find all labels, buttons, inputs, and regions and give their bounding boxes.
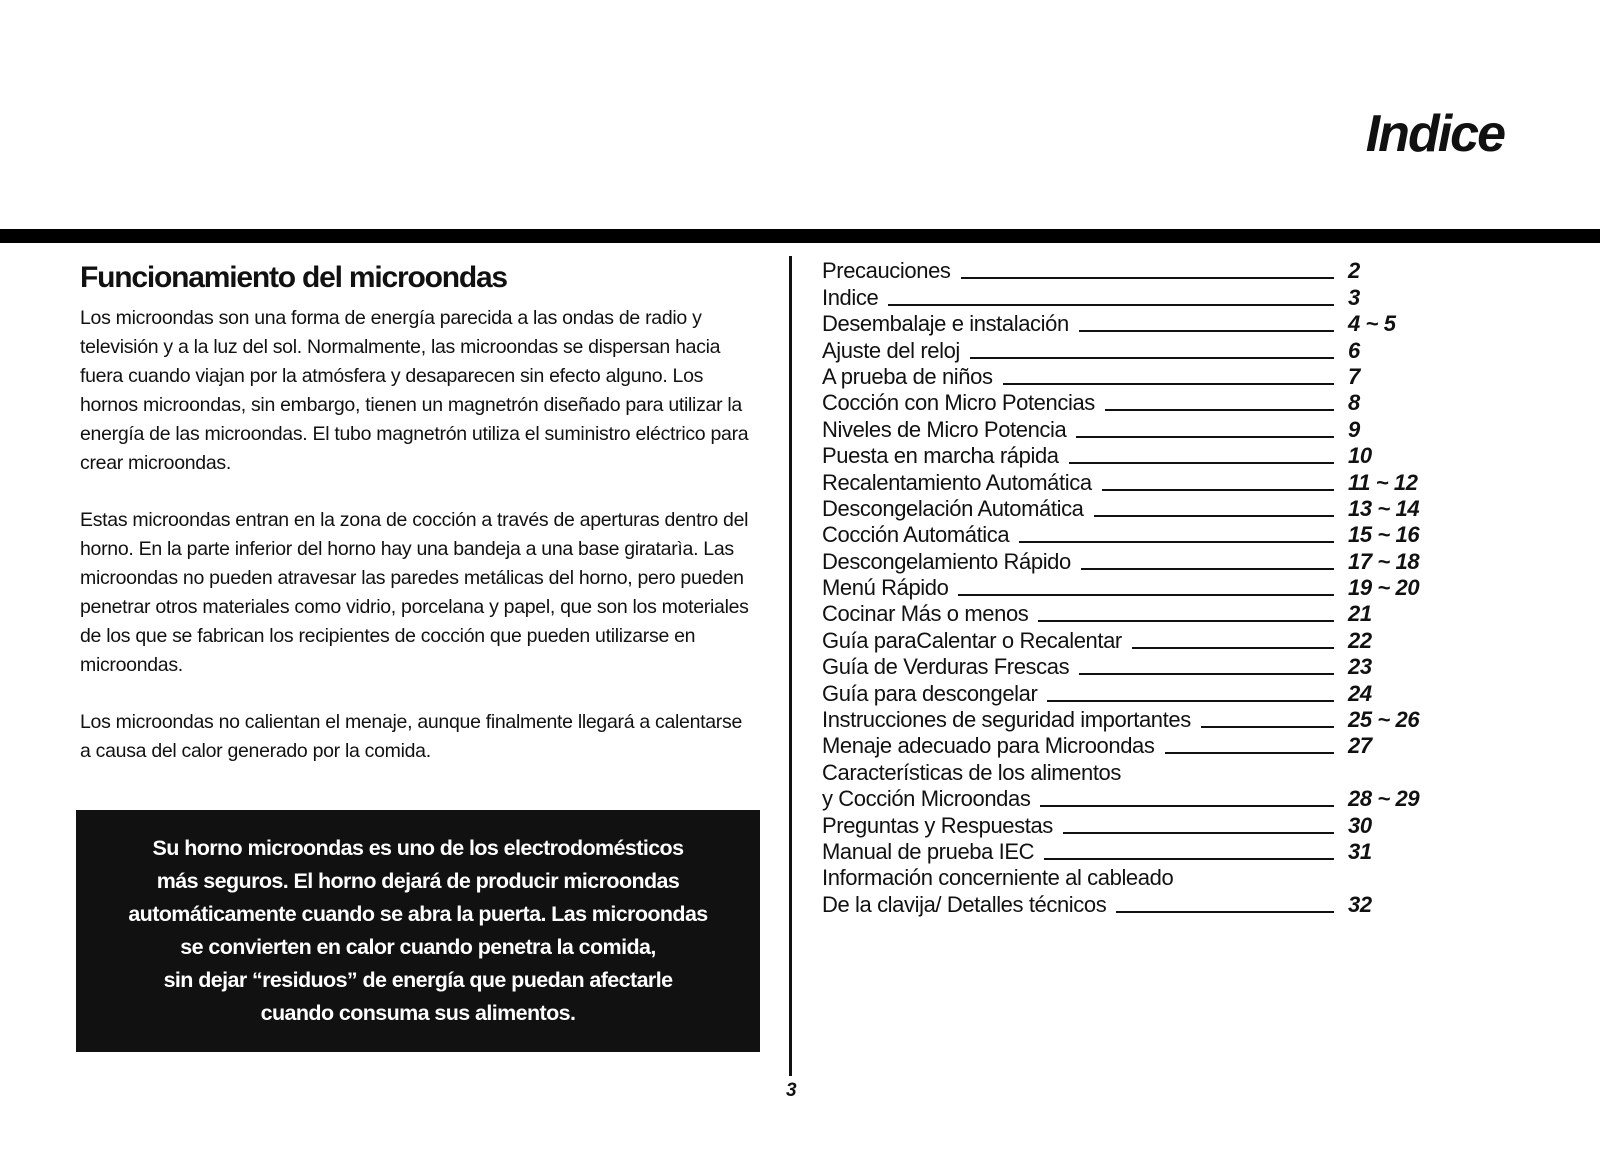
toc-entry-label: Descongelamiento Rápido <box>822 548 1071 574</box>
toc-entry-label: Precauciones <box>822 258 951 284</box>
toc-entry-label: Menaje adecuado para Microondas <box>822 733 1155 759</box>
toc-entry <box>822 654 1452 680</box>
toc-leader-line <box>1040 805 1334 807</box>
toc-entry-label: Ajuste del reloj <box>822 337 960 363</box>
toc-entry-label: Preguntas y Respuestas <box>822 812 1053 838</box>
toc-entry <box>822 364 1452 390</box>
toc-entry-label: Características de los alimentos <box>822 759 1121 785</box>
toc-entry-label: Instrucciones de seguridad importantes <box>822 707 1191 733</box>
toc-leader-line <box>1102 489 1334 491</box>
toc-entry-page: 3 <box>1348 284 1360 310</box>
safety-notice-box <box>76 810 760 1052</box>
toc-entry-page: 9 <box>1348 416 1360 442</box>
toc-leader-line <box>1044 858 1334 860</box>
page-number: 3 <box>786 1080 797 1101</box>
toc-entry-label: Puesta en marcha rápida <box>822 443 1059 469</box>
toc-entry-label: Menú Rápido <box>822 575 949 601</box>
column-divider <box>789 256 792 1076</box>
toc-leader-line <box>1019 541 1334 543</box>
toc-entry <box>822 522 1452 548</box>
toc-entry <box>822 390 1452 416</box>
toc-entry-page: 4 ~ 5 <box>1348 311 1396 337</box>
toc-entry <box>822 839 1452 865</box>
toc-entry-page: 6 <box>1348 337 1360 363</box>
toc-leader-line <box>970 357 1334 359</box>
toc-leader-line <box>1003 383 1334 385</box>
toc-entry-page: 8 <box>1348 390 1360 416</box>
toc-entry <box>822 812 1452 838</box>
toc-entry-page: 15 ~ 16 <box>1348 522 1420 548</box>
toc-entry-page: 32 <box>1348 891 1372 917</box>
notice-line: automáticamente cuando se abra la puerta. Las microondas <box>128 902 708 926</box>
toc-leader-line <box>1038 620 1334 622</box>
intro-section <box>80 258 756 794</box>
notice-line: Su horno microondas es uno de los electrodomésticos <box>152 836 684 860</box>
toc-entry-page: 17 ~ 18 <box>1348 548 1420 574</box>
toc-leader-line <box>961 277 1335 279</box>
toc-entry-page: 25 ~ 26 <box>1348 707 1420 733</box>
toc-leader-line <box>1079 673 1334 675</box>
toc-entry <box>822 627 1452 653</box>
toc-entry-label: Guía de Verduras Frescas <box>822 654 1070 680</box>
toc-entry-page: 28 ~ 29 <box>1348 786 1420 812</box>
toc-leader-line <box>1079 330 1334 332</box>
toc-leader-line <box>958 594 1334 596</box>
toc-leader-line <box>1076 436 1334 438</box>
toc-entry-page: 7 <box>1348 363 1360 389</box>
toc-entry-label: Cocinar Más o menos <box>822 601 1029 627</box>
toc-entry-page: 2 <box>1348 258 1360 284</box>
page-title: Indice <box>1365 105 1504 163</box>
notice-line: sin dejar “residuos” de energía que puedan afectarle <box>163 968 673 992</box>
toc-leader-line <box>1063 832 1334 834</box>
toc-leader-line <box>1105 409 1334 411</box>
toc-entry <box>822 865 1452 891</box>
toc-entry <box>822 891 1452 917</box>
toc-leader-line <box>1116 911 1334 913</box>
toc-leader-line <box>1132 647 1334 649</box>
toc-entry <box>822 443 1452 469</box>
toc-entry-page: 27 <box>1348 733 1372 759</box>
paragraph-3: Los microondas no calientan el menaje, aunque finalmente llegará a calentarse a causa del calor generado por la comida. <box>80 711 743 762</box>
toc-entry-label: Cocción con Micro Potencias <box>822 390 1095 416</box>
toc-entry-label: De la clavija/ Detalles técnicos <box>822 891 1107 917</box>
toc-leader-line <box>1069 462 1334 464</box>
toc-entry-page: 19 ~ 20 <box>1348 575 1420 601</box>
toc-entry-label: y Cocción Microondas <box>822 786 1031 812</box>
toc-leader-line <box>888 304 1334 306</box>
toc-entry-label: Niveles de Micro Potencia <box>822 416 1067 442</box>
toc-entry-page: 30 <box>1348 812 1372 838</box>
toc-entry-label: Guía para descongelar <box>822 680 1038 706</box>
toc-entry <box>822 707 1452 733</box>
toc-entry-label: A prueba de niños <box>822 363 993 389</box>
toc-entry <box>822 786 1452 812</box>
toc-entry <box>822 416 1452 442</box>
toc-entry-label: Desembalaje e instalación <box>822 311 1069 337</box>
toc-entry-label: Información concerniente al cableado <box>822 865 1174 891</box>
paragraph-1: Los microondas son una forma de energía parecida a las ondas de radio y televisión y a la luz del sol. Normalmente, las microondas se dispersan hacia fuera cuando viajan por la atmósfera y desaparecen sin efecto alguno. Los hornos microondas, sin embargo, tienen un magnetrón diseñado para utilizar la energía de las microondas. El tubo magnetrón utiliza el suministro eléctrico para crear microondas. <box>80 307 749 474</box>
toc-entry <box>822 469 1452 495</box>
section-heading: Funcionamiento del microondas <box>80 261 507 294</box>
toc-entry <box>822 759 1452 785</box>
notice-line: se convierten en calor cuando penetra la comida, <box>180 935 656 959</box>
toc-entry-page: 11 ~ 12 <box>1348 469 1418 495</box>
toc-entry <box>822 496 1452 522</box>
toc-entry <box>822 284 1452 310</box>
toc-leader-line <box>1165 752 1335 754</box>
toc-entry-label: Guía paraCalentar o Recalentar <box>822 627 1122 653</box>
toc-entry-label: Descongelación Automática <box>822 495 1084 521</box>
toc-leader-line <box>1081 568 1334 570</box>
toc-entry-page: 22 <box>1348 627 1372 653</box>
toc-leader-line <box>1094 515 1335 517</box>
toc-entry <box>822 680 1452 706</box>
toc-entry <box>822 575 1452 601</box>
notice-line: cuando consuma sus alimentos. <box>260 1001 576 1025</box>
toc-entry-page: 24 <box>1348 680 1372 706</box>
notice-line: más seguros. El horno dejará de producir microondas <box>156 869 680 893</box>
toc-entry <box>822 548 1452 574</box>
toc-entry-page: 31 <box>1348 838 1372 864</box>
toc-entry-label: Manual de prueba IEC <box>822 838 1035 864</box>
toc-entry <box>822 337 1452 363</box>
header-rule <box>0 229 1600 243</box>
table-of-contents <box>822 258 1452 918</box>
toc-entry-page: 13 ~ 14 <box>1348 495 1420 521</box>
paragraph-2: Estas microondas entran en la zona de cocción a través de aperturas dentro del horno. En la parte inferior del horno hay una bandeja a una base giratarìa. Las microondas no pueden atravesar las paredes metálicas del horno, pero pueden penetrar otros materiales como vidrio, porcelana y papel, que son los moteriales de los que se fabrican los recipientes de cocción que pueden utilizarse en microondas. <box>80 509 749 676</box>
toc-entry <box>822 733 1452 759</box>
toc-entry <box>822 601 1452 627</box>
toc-entry-page: 10 <box>1348 443 1372 469</box>
toc-entry-label: Recalentamiento Automática <box>822 469 1092 495</box>
toc-entry-label: Cocción Automática <box>822 522 1010 548</box>
toc-leader-line <box>1201 726 1334 728</box>
toc-entry-page: 21 <box>1348 601 1372 627</box>
toc-entry-label: Indice <box>822 284 879 310</box>
toc-entry-page: 23 <box>1348 654 1372 680</box>
toc-leader-line <box>1047 700 1334 702</box>
toc-entry <box>822 311 1452 337</box>
toc-entry <box>822 258 1452 284</box>
